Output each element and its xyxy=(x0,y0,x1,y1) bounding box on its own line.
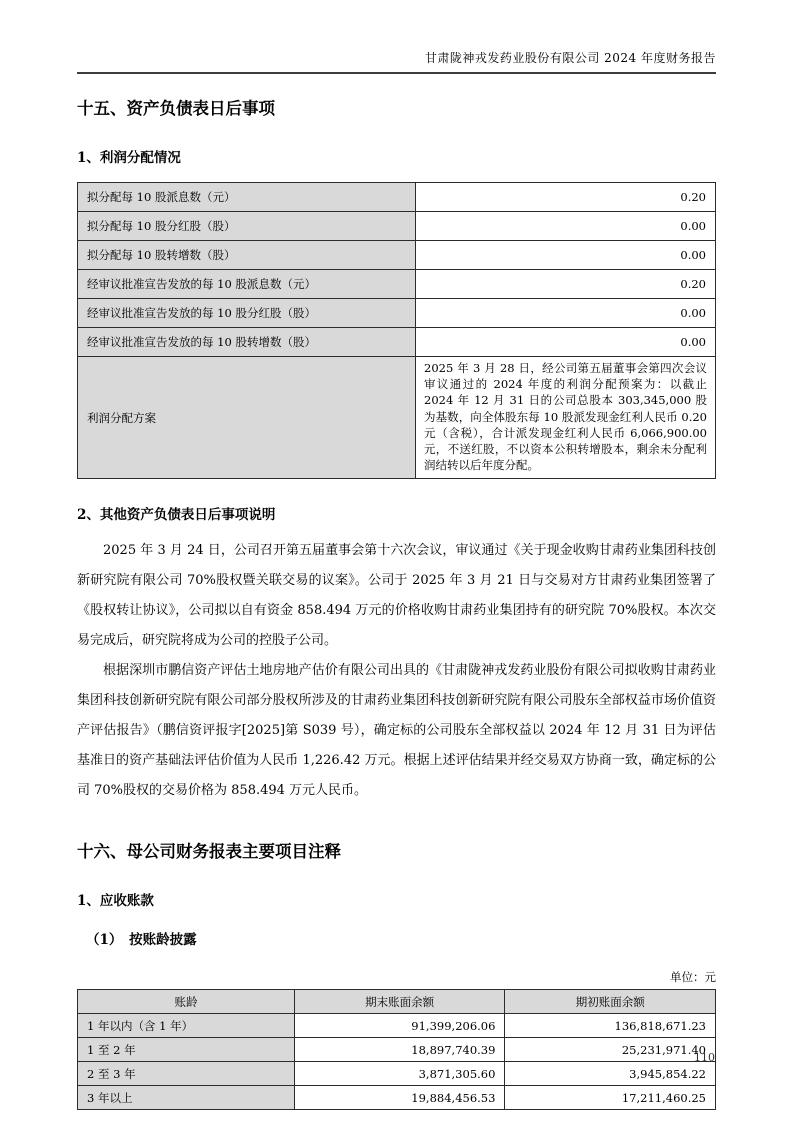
table-row xyxy=(78,212,716,241)
dividend-item-value: 0.20 xyxy=(416,270,716,299)
dividend-item-label: 经审议批准宣告发放的每 10 股转增数（股） xyxy=(78,328,416,357)
dividend-item-value: 0.00 xyxy=(416,299,716,328)
profit-plan-text: 2025 年 3 月 28 日，经公司第五届董事会第四次会议审议通过的 2024 年度的利润分配预案为：以截止 2024 年 12 月 31 日的公司总股本 303,345,000 股为基数，向全体股东每 10 股派发现金红利人民币 0.20 元（含税），合计派发现金红利人民币 6,066,900.00 元，不送红股，不以资本公积转增股本，剩余未分配利润结转以后年度分配。 xyxy=(416,357,716,479)
ending-balance-value: 3,871,305.60 xyxy=(294,1062,505,1086)
table-row xyxy=(78,241,716,270)
section-15-title: 十五、资产负债表日后事项 xyxy=(77,99,275,118)
profit-plan-label: 利润分配方案 xyxy=(78,357,416,479)
table-row xyxy=(78,1014,716,1038)
table-row xyxy=(78,328,716,357)
aging-table xyxy=(77,989,716,1110)
profit-distribution-heading: 1、利润分配情况 xyxy=(77,150,181,166)
unit-label: 单位：元 xyxy=(670,970,716,985)
aging-category: 1 年以内（含 1 年） xyxy=(78,1014,295,1038)
receivables-heading: 1、应收账款 xyxy=(77,893,154,910)
aging-table-header-age: 账龄 xyxy=(78,990,295,1014)
beginning-balance-value: 136,818,671.23 xyxy=(505,1014,716,1038)
other-events-heading: 2、其他资产负债表日后事项说明 xyxy=(77,507,276,524)
aging-table-header-ending-balance: 期末账面余额 xyxy=(294,990,505,1014)
beginning-balance-value: 25,231,971.40 xyxy=(505,1038,716,1062)
table-row xyxy=(78,299,716,328)
aging-table-header-beginning-balance: 期初账面余额 xyxy=(505,990,716,1014)
aging-category: 2 至 3 年 xyxy=(78,1062,295,1086)
dividend-item-label: 拟分配每 10 股派息数（元） xyxy=(78,183,416,212)
aging-disclosure-heading: （1） 按账龄披露 xyxy=(86,932,197,949)
dividend-item-label: 经审议批准宣告发放的每 10 股派息数（元） xyxy=(78,270,416,299)
table-row xyxy=(78,1062,716,1086)
dividend-item-label: 拟分配每 10 股转增数（股） xyxy=(78,241,416,270)
aging-table-header-row xyxy=(78,990,716,1014)
aging-category: 1 至 2 年 xyxy=(78,1038,295,1062)
table-row xyxy=(78,1038,716,1062)
aging-category: 3 年以上 xyxy=(78,1086,295,1110)
table-row xyxy=(78,1086,716,1110)
profit-distribution-table xyxy=(77,182,716,479)
table-row xyxy=(78,270,716,299)
dividend-item-label: 拟分配每 10 股分红股（股） xyxy=(78,212,416,241)
dividend-item-label: 经审议批准宣告发放的每 10 股分红股（股） xyxy=(78,299,416,328)
ending-balance-value: 91,399,206.06 xyxy=(294,1014,505,1038)
table-row xyxy=(78,183,716,212)
ending-balance-value: 19,884,456.53 xyxy=(294,1086,505,1110)
page-number: 110 xyxy=(694,1051,715,1064)
beginning-balance-value: 17,211,460.25 xyxy=(505,1086,716,1110)
dividend-item-value: 0.00 xyxy=(416,328,716,357)
beginning-balance-value: 3,945,854.22 xyxy=(505,1062,716,1086)
page-header-title: 甘肃陇神戎发药业股份有限公司 2024 年度财务报告 xyxy=(77,50,716,74)
dividend-item-value: 0.00 xyxy=(416,212,716,241)
other-events-paragraph-2: 根据深圳市鹏信资产评估土地房地产估价有限公司出具的《甘肃陇神戎发药业股份有限公司拟收购甘肃药业集团科技创新研究院有限公司部分股权所涉及的甘肃药业集团科技创新研究院有限公司股东全部权益市场价值资产评估报告》（鹏信资评报字[2025]第 S039 号），确定标的公司股东全部权益以 2024 年 12 月 31 日为评估基准日的资产基础法评估价值为人民币 1,226.42 万元。根据上述评估结果并经交易双方协商一致，确定标的公司 70%股权的交易价格为 858.494 万元人民币。 xyxy=(77,663,716,799)
dividend-item-value: 0.00 xyxy=(416,241,716,270)
table-row-profit-plan xyxy=(78,357,716,479)
ending-balance-value: 18,897,740.39 xyxy=(294,1038,505,1062)
other-events-paragraph-1: 2025 年 3 月 24 日，公司召开第五届董事会第十六次会议，审议通过《关于现金收购甘肃药业集团科技创新研究院有限公司 70%股权暨关联交易的议案》。公司于 2025 年 3 月 21 日与交易对方甘肃药业集团签署了《股权转让协议》，公司拟以自有资金 858.494 万元的价格收购甘肃药业集团持有的研究院 70%股权。本次交易完成后，研究院将成为公司的控股子公司。 xyxy=(77,543,716,649)
dividend-item-value: 0.20 xyxy=(416,183,716,212)
section-16-title: 十六、母公司财务报表主要项目注释 xyxy=(77,842,341,862)
